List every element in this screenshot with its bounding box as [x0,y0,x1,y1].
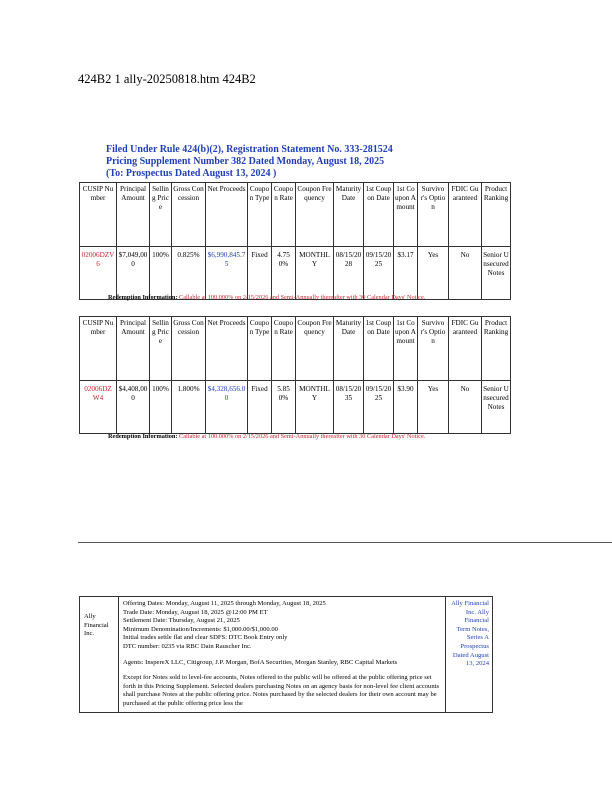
header-cell: Gross Concession [172,183,206,247]
cusip-cell: 02006DZW4 [80,381,117,434]
coupon-type-cell: Fixed [248,247,272,300]
first-coupon-amount-cell: $3.17 [394,247,418,300]
maturity-date-cell: 08/15/2028 [334,247,364,300]
prospectus-date: (To: Prospectus Dated August 13, 2024 ) [106,168,277,179]
table-row [80,247,511,300]
header-cell: 1st Coupon Amount [394,183,418,247]
header-cell: Maturity Date [334,183,364,247]
net-proceeds-cell: $4,328,656.00 [206,381,248,434]
header-cell: 1st Coupon Amount [394,317,418,381]
product-ranking-cell: Senior Unsecured Notes [482,381,511,434]
survivor-option-cell: Yes [418,381,449,434]
header-cell: Maturity Date [334,317,364,381]
redemption-label: Redemption Information: [108,433,178,440]
header-cell: Selling Price [150,183,172,247]
fdic-cell: No [449,247,482,300]
filing-info [106,144,436,180]
header-cell: Coupon Rate [272,317,296,381]
agents: Agents: InspereX LLC, Citigroup, J.P. Morgan, BofA Securities, Morgan Stanley, RBC Capital Markets [123,658,398,666]
redemption-info-2 [108,433,425,440]
table-row [80,381,511,434]
maturity-date-cell: 08/15/2035 [334,381,364,434]
header-cell: Gross Concession [172,317,206,381]
principal-cell: $7,049,000 [117,247,150,300]
net-proceeds-cell: $6,990,845.75 [206,247,248,300]
coupon-frequency-cell: MONTHLY [296,381,334,434]
issuer-cell: Ally Financial Inc. [80,597,119,713]
survivor-option-cell: Yes [418,247,449,300]
header-cell: CUSIP Number [80,183,117,247]
concession-cell: 0.825% [172,247,206,300]
settlement-terms: Initial trades settle flat and clear SDFS: DTC Book Entry only [123,634,288,642]
header-cell: Product Ranking [482,183,511,247]
coupon-rate-cell: 5.850% [272,381,296,434]
header-cell: 1st Coupon Date [364,317,394,381]
table-row [80,597,493,713]
table-header-row [80,317,511,381]
table-header-row [80,183,511,247]
header-cell: FDIC Guaranteed [449,183,482,247]
concession-cell: 1.800% [172,381,206,434]
coupon-rate-cell: 4.750% [272,247,296,300]
header-cell: Coupon Frequency [296,183,334,247]
header-cell: Survivor's Option [418,183,449,247]
principal-cell: $4,408,000 [117,381,150,434]
header-cell: Coupon Type [248,183,272,247]
document-header: 424B2 1 ally-20250818.htm 424B2 [78,72,256,86]
selling-price-cell: 100% [150,381,172,434]
offering-terms: Except for Notes sold to level-fee accounts, Notes offered to the public will be offered at the public offering price set forth in this Pricing Supplement. Selected dealers purchasing Notes on an agency basis for non-level fee client accounts shall purchase Notes at the public offering price. Notes purchased by the selected dealers for their own account may be purchased at the public offering price less the [123,674,440,707]
offering-details-table [79,596,493,713]
registration-statement: Filed Under Rule 424(b)(2), Registration Statement No. 333-281524 [106,144,393,155]
settlement-date: Settlement Date: Thursday, August 21, 2025 [123,617,240,625]
first-coupon-date-cell: 09/15/2025 [364,247,394,300]
fdic-cell: No [449,381,482,434]
header-cell: Coupon Type [248,317,272,381]
header-cell: Principal Amount [117,317,150,381]
coupon-type-cell: Fixed [248,381,272,434]
pricing-supplement: Pricing Supplement Number 382 Dated Monday, August 18, 2025 [106,156,385,167]
header-cell: Coupon Frequency [296,317,334,381]
selling-price-cell: 100% [150,247,172,300]
redemption-text: Callable at 100.000% on 2/15/2026 and Semi-Annually thereafter with 30 Calendar Days' Notice. [177,433,426,440]
header-cell: CUSIP Number [80,317,117,381]
header-cell: FDIC Guaranteed [449,317,482,381]
offering-dates: Offering Dates: Monday, August 11, 2025 through Monday, August 18, 2025 [123,600,326,607]
minimum-denomination: Minimum Denomination/Increments: $1,000.00/$1,000.00 [123,625,278,633]
header-cell: Survivor's Option [418,317,449,381]
trade-date: Trade Date: Monday, August 18, 2025 @12:00 PM ET [123,608,268,616]
first-coupon-date-cell: 09/15/2025 [364,381,394,434]
header-cell: Net Proceeds [206,183,248,247]
redemption-info-1 [108,294,425,301]
notes-table-1 [79,182,511,300]
dtc-number: DTC number: 0235 via RBC Dain Rauscher Inc. [123,642,252,650]
section-divider [78,542,612,543]
coupon-frequency-cell: MONTHLY [296,247,334,300]
first-coupon-amount-cell: $3.90 [394,381,418,434]
header-cell: 1st Coupon Date [364,183,394,247]
offering-details-cell [119,597,446,713]
redemption-label: Redemption Information: [108,294,178,301]
notes-table-2 [79,316,511,434]
header-cell: Selling Price [150,317,172,381]
prospectus-link[interactable]: Ally Financial Inc. Ally Financial Term Notes, Series A Prospectus Dated August 13, 2024 [446,597,493,713]
header-cell: Coupon Rate [272,183,296,247]
cusip-cell: 02006DZV6 [80,247,117,300]
header-cell: Principal Amount [117,183,150,247]
redemption-text: Callable at 100.000% on 2/15/2026 and Semi-Annually thereafter with 30 Calendar Days' Notice. [177,294,426,301]
product-ranking-cell: Senior Unsecured Notes [482,247,511,300]
header-cell: Net Proceeds [206,317,248,381]
header-cell: Product Ranking [482,317,511,381]
